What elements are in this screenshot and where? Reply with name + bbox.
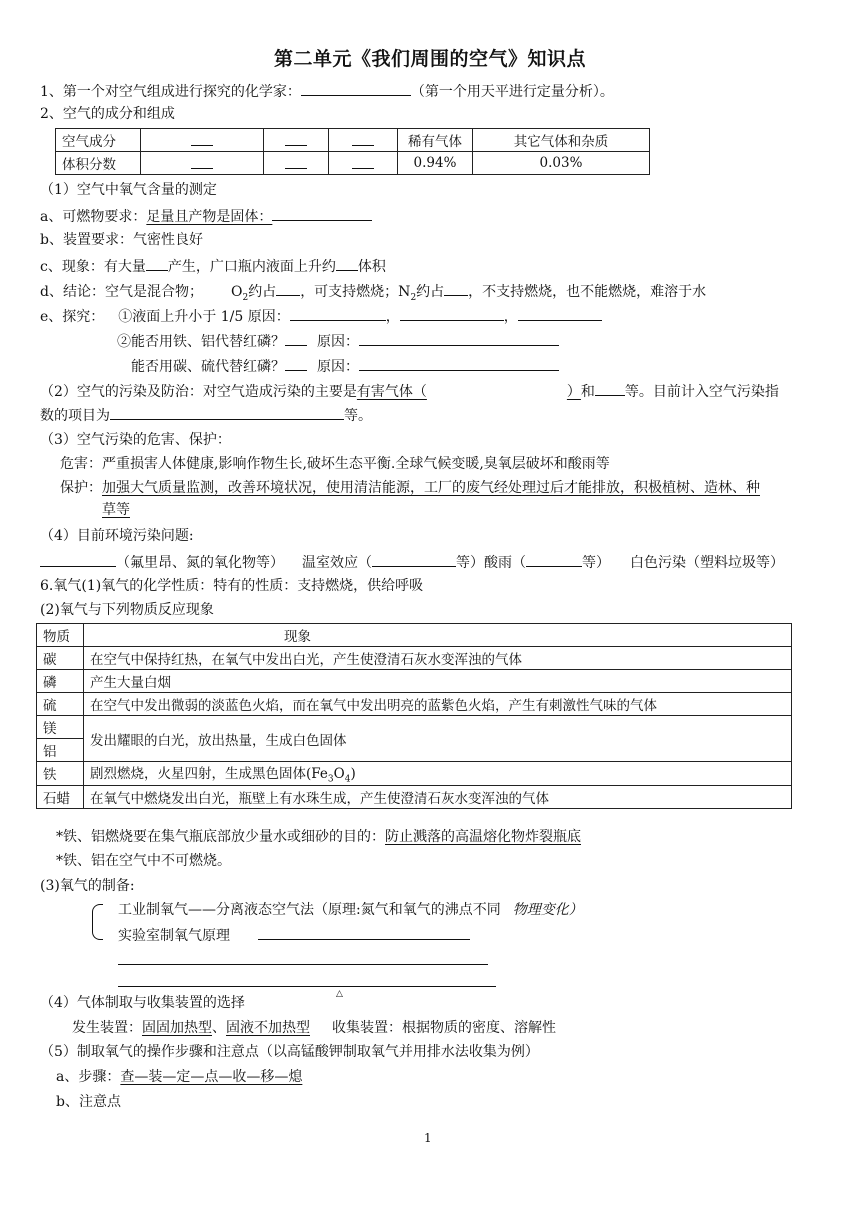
s1-e-label: e、探究： — [40, 309, 105, 325]
cell-substance: 镁 — [37, 716, 84, 739]
cell-phenomenon: 在空气中保持红热，在氧气中发出白光，产生使澄清石灰水变浑浊的气体 — [84, 647, 792, 670]
s1-e-blank1 — [290, 305, 386, 321]
s4-problems-line — [40, 551, 784, 573]
s4-heading: （4）目前环境污染问题: — [40, 528, 194, 544]
s1-e-blank3 — [518, 305, 602, 321]
s4-p5: 白色污染（塑料垃圾等） — [630, 555, 784, 571]
s1-d-line — [40, 280, 706, 308]
note-2: *铁、铝在空气中不可燃烧。 — [56, 853, 231, 869]
s1-e2-blank — [285, 330, 307, 346]
note-1 — [56, 827, 581, 847]
s2-text3: 和 — [580, 384, 595, 400]
s3-heading: （3）空气污染的危害、保护： — [40, 432, 231, 448]
s3o-lab-text: 实验室制氧气原理 — [118, 928, 230, 944]
cell-substance: 铝 — [37, 739, 84, 762]
cell-substance: 碳 — [37, 647, 84, 670]
s4-blank3 — [526, 551, 582, 567]
s1-e3-reason-blank — [359, 355, 559, 371]
oxygen-reaction-table — [36, 623, 792, 809]
cell-substance: 石蜡 — [37, 785, 84, 808]
s2-blank — [595, 380, 625, 396]
s1-e2-text: ②能否用铁、铝代替红磷？ — [117, 334, 285, 350]
s4o-gen-label: 发生装置： — [72, 1020, 142, 1036]
cell-rare-pct: 0.94% — [398, 152, 473, 175]
iron-mid: O — [333, 766, 345, 782]
s1-c-line — [40, 255, 386, 277]
s2-line1 — [40, 380, 779, 402]
s1-d-text3: ，可支持燃烧；N — [300, 284, 411, 300]
blank-cell — [329, 152, 398, 175]
s1-e-comma2: ， — [503, 309, 518, 325]
cell-other-pct: 0.03% — [473, 152, 650, 175]
table-row — [37, 716, 792, 739]
s4o-heading: （4）气体制取与收集装置的选择 — [40, 995, 245, 1011]
s4-p4: 等） — [582, 555, 610, 571]
s1-heading: （1）空气中氧气含量的测定 — [40, 182, 217, 198]
cell-phenomenon: 在氧气中燃烧发出白光，瓶壁上有水珠生成，产生使澄清石灰水变浑浊的气体 — [84, 785, 792, 808]
s1-a-prefix: a、可燃物要求： — [40, 209, 147, 225]
iron-phenomenon-text: 剧烈燃烧，火星四射，生成黑色固体(Fe — [90, 766, 328, 782]
s4-blank2 — [372, 551, 456, 567]
s1-c-blank2 — [336, 255, 358, 271]
s4o-gen-1: 固固加热型 — [142, 1020, 212, 1036]
s3-harm: 危害：严重损害人体健康,影响作物生长,破坏生态平衡.全球气候变暖,臭氧层破坏和酸雨等 — [60, 456, 610, 472]
s3-protect-label: 保护： — [60, 480, 102, 496]
heating-triangle-icon: △ — [336, 989, 343, 999]
s1-d-blank — [276, 280, 300, 296]
cell-phenomenon — [84, 762, 792, 786]
table-row — [37, 693, 792, 716]
note-1-text: *铁、铝燃烧要在集气瓶底部放少量水或细砂的目的： — [56, 829, 385, 845]
s5o-a-steps: 查—装—定—点—收—移—熄 — [120, 1069, 303, 1085]
blank-cell — [329, 129, 398, 152]
s3-protect-text: 加强大气质量监测，改善环境状况，使用清洁能源，工厂的废气经处理过后才能排放，积极植树、造林、种 — [102, 480, 760, 496]
s1-c-text3: 体积 — [357, 259, 386, 275]
iron-sub2: 4 — [344, 774, 351, 785]
s4-blank1 — [40, 551, 116, 567]
s1-c-text: c、现象：有大量 — [40, 259, 146, 275]
s1-d-o2-sub: 2 — [242, 292, 249, 303]
page-title: 第二单元《我们周围的空气》知识点 — [273, 48, 586, 70]
s1-e3-reason: 原因： — [317, 359, 359, 375]
s1-c-text2: 产生，广口瓶内液面上升约 — [167, 259, 336, 275]
header-substance: 物质 — [37, 624, 84, 647]
s5o-b: b、注意点 — [56, 1094, 121, 1110]
table-row — [37, 762, 792, 786]
s1-d-blank2 — [444, 280, 468, 296]
s1-e3-blank — [285, 355, 307, 371]
s3-protect-line2: 草等 — [102, 502, 130, 518]
s4o-sep: 、 — [212, 1020, 226, 1036]
cell-phenomenon: 产生大量白烟 — [84, 670, 792, 693]
s6-heading: 6.氧气(1)氧气的化学性质：特有的性质：支持燃烧，供给呼吸 — [40, 578, 424, 594]
q2-text: 2、空气的成分和组成 — [40, 106, 175, 122]
s1-e-line — [40, 305, 602, 327]
answer-line — [118, 986, 496, 987]
s1-e3-line — [131, 355, 559, 377]
blank-cell — [141, 152, 264, 175]
row-label-component: 空气成分 — [56, 129, 141, 152]
s2-text4: 等。目前计入空气污染指 — [624, 384, 779, 400]
s4-p1: （氟里昂、氮的氧化物等） — [116, 555, 284, 571]
note-1-underlined: 防止溅落的高温熔化物炸裂瓶底 — [385, 829, 581, 845]
s3o-industrial — [118, 900, 583, 920]
air-composition-table — [55, 128, 650, 175]
q1-note: （第一个用天平进行定量分析）。 — [410, 84, 614, 100]
s1-d-text5: ，不支持燃烧，也不能燃烧，难溶于水 — [468, 284, 707, 300]
s1-d-n2-sub: 2 — [410, 292, 417, 303]
cell-substance: 磷 — [37, 670, 84, 693]
blank-cell — [264, 152, 329, 175]
row-label-volume: 体积分数 — [56, 152, 141, 175]
s3o-industrial-text: 工业制氧气——分离液态空气法（原理:氮气和氧气的沸点不同 — [118, 902, 501, 918]
s4-p2: 温室效应（ — [302, 555, 372, 571]
s3o-lab — [118, 924, 470, 946]
s1-e2-line — [117, 330, 559, 352]
table-row — [56, 152, 650, 175]
brace-icon — [92, 904, 103, 940]
s1-a-blank — [272, 205, 372, 221]
s1-e2-reason: 原因： — [317, 334, 359, 350]
s1-e-comma: ， — [385, 309, 400, 325]
s3o-lab-blank — [258, 924, 470, 940]
table-row — [56, 129, 650, 152]
s6-sub: (2)氧气与下列物质反应现象 — [40, 602, 214, 618]
s1-a-underlined: 足量且产物是固体： — [146, 209, 273, 225]
s5o-steps — [56, 1067, 302, 1087]
q1-text: 1、第一个对空气组成进行探究的化学家： — [40, 84, 301, 100]
table-row — [37, 670, 792, 693]
cell-substance: 铁 — [37, 762, 84, 786]
s1-d-text: d、结论：空气是混合物； — [40, 284, 203, 300]
blank-cell — [141, 129, 264, 152]
answer-line — [118, 964, 488, 965]
s3-protect-line — [60, 478, 760, 498]
s1-d-o2: O — [230, 284, 243, 300]
s1-b: b、装置要求：气密性良好 — [40, 232, 203, 248]
s1-d-text4: 约占 — [416, 284, 445, 300]
s5o-heading: （5）制取氧气的操作步骤和注意点（以高锰酸钾制取氧气并用排水法收集为例） — [40, 1044, 539, 1060]
cell-substance: 硫 — [37, 693, 84, 716]
page-number: 1 — [424, 1131, 432, 1145]
s2-under-close: ） — [566, 384, 581, 400]
table-row — [37, 785, 792, 808]
s2-blank2 — [110, 404, 344, 420]
s4o-devices — [72, 1018, 556, 1038]
cell-rare-gas: 稀有气体 — [398, 129, 473, 152]
q1-line — [40, 80, 614, 102]
iron-sub1: 3 — [327, 774, 334, 785]
table-row — [37, 624, 792, 647]
s2-underlined — [357, 384, 581, 400]
s4o-collect: 收集装置：根据物质的密度、溶解性 — [332, 1020, 556, 1036]
s5o-a-label: a、步骤： — [56, 1069, 121, 1085]
s4o-gen-2: 固液不加热型 — [226, 1020, 310, 1036]
table-row — [37, 647, 792, 670]
s3o-heading: (3)氧气的制备: — [40, 878, 135, 894]
s1-c-blank — [146, 255, 168, 271]
s1-e-text: ①液面上升小于 1/5 原因： — [118, 309, 290, 325]
s2-line2 — [40, 404, 372, 426]
s2-under-text: 有害气体（ — [356, 384, 427, 400]
blank-cell — [264, 129, 329, 152]
s1-a-line — [40, 205, 372, 227]
s2-text6: 等。 — [344, 408, 372, 424]
s1-e3-text: 能否用碳、硫代替红磷？ — [131, 359, 285, 375]
s1-d-text2: 约占 — [248, 284, 277, 300]
s3o-physical: 物理变化） — [512, 902, 583, 918]
s2-text1: （2）空气的污染及防治：对空气造成污染的主要是 — [40, 384, 357, 400]
q1-blank — [301, 80, 411, 96]
s4-p3: 等）酸雨（ — [456, 555, 526, 571]
s1-e2-reason-blank — [359, 330, 559, 346]
iron-end: ) — [350, 766, 356, 782]
cell-phenomenon: 发出耀眼的白光，放出热量，生成白色固体 — [84, 716, 792, 762]
cell-phenomenon: 在空气中发出微弱的淡蓝色火焰，而在氧气中发出明亮的蓝紫色火焰，产生有刺激性气味的气体 — [84, 693, 792, 716]
s2-text5: 数的项目为 — [40, 408, 110, 424]
cell-other-gas: 其它气体和杂质 — [473, 129, 650, 152]
header-phenomenon: 现象 — [84, 624, 792, 647]
s1-e-blank2 — [400, 305, 504, 321]
